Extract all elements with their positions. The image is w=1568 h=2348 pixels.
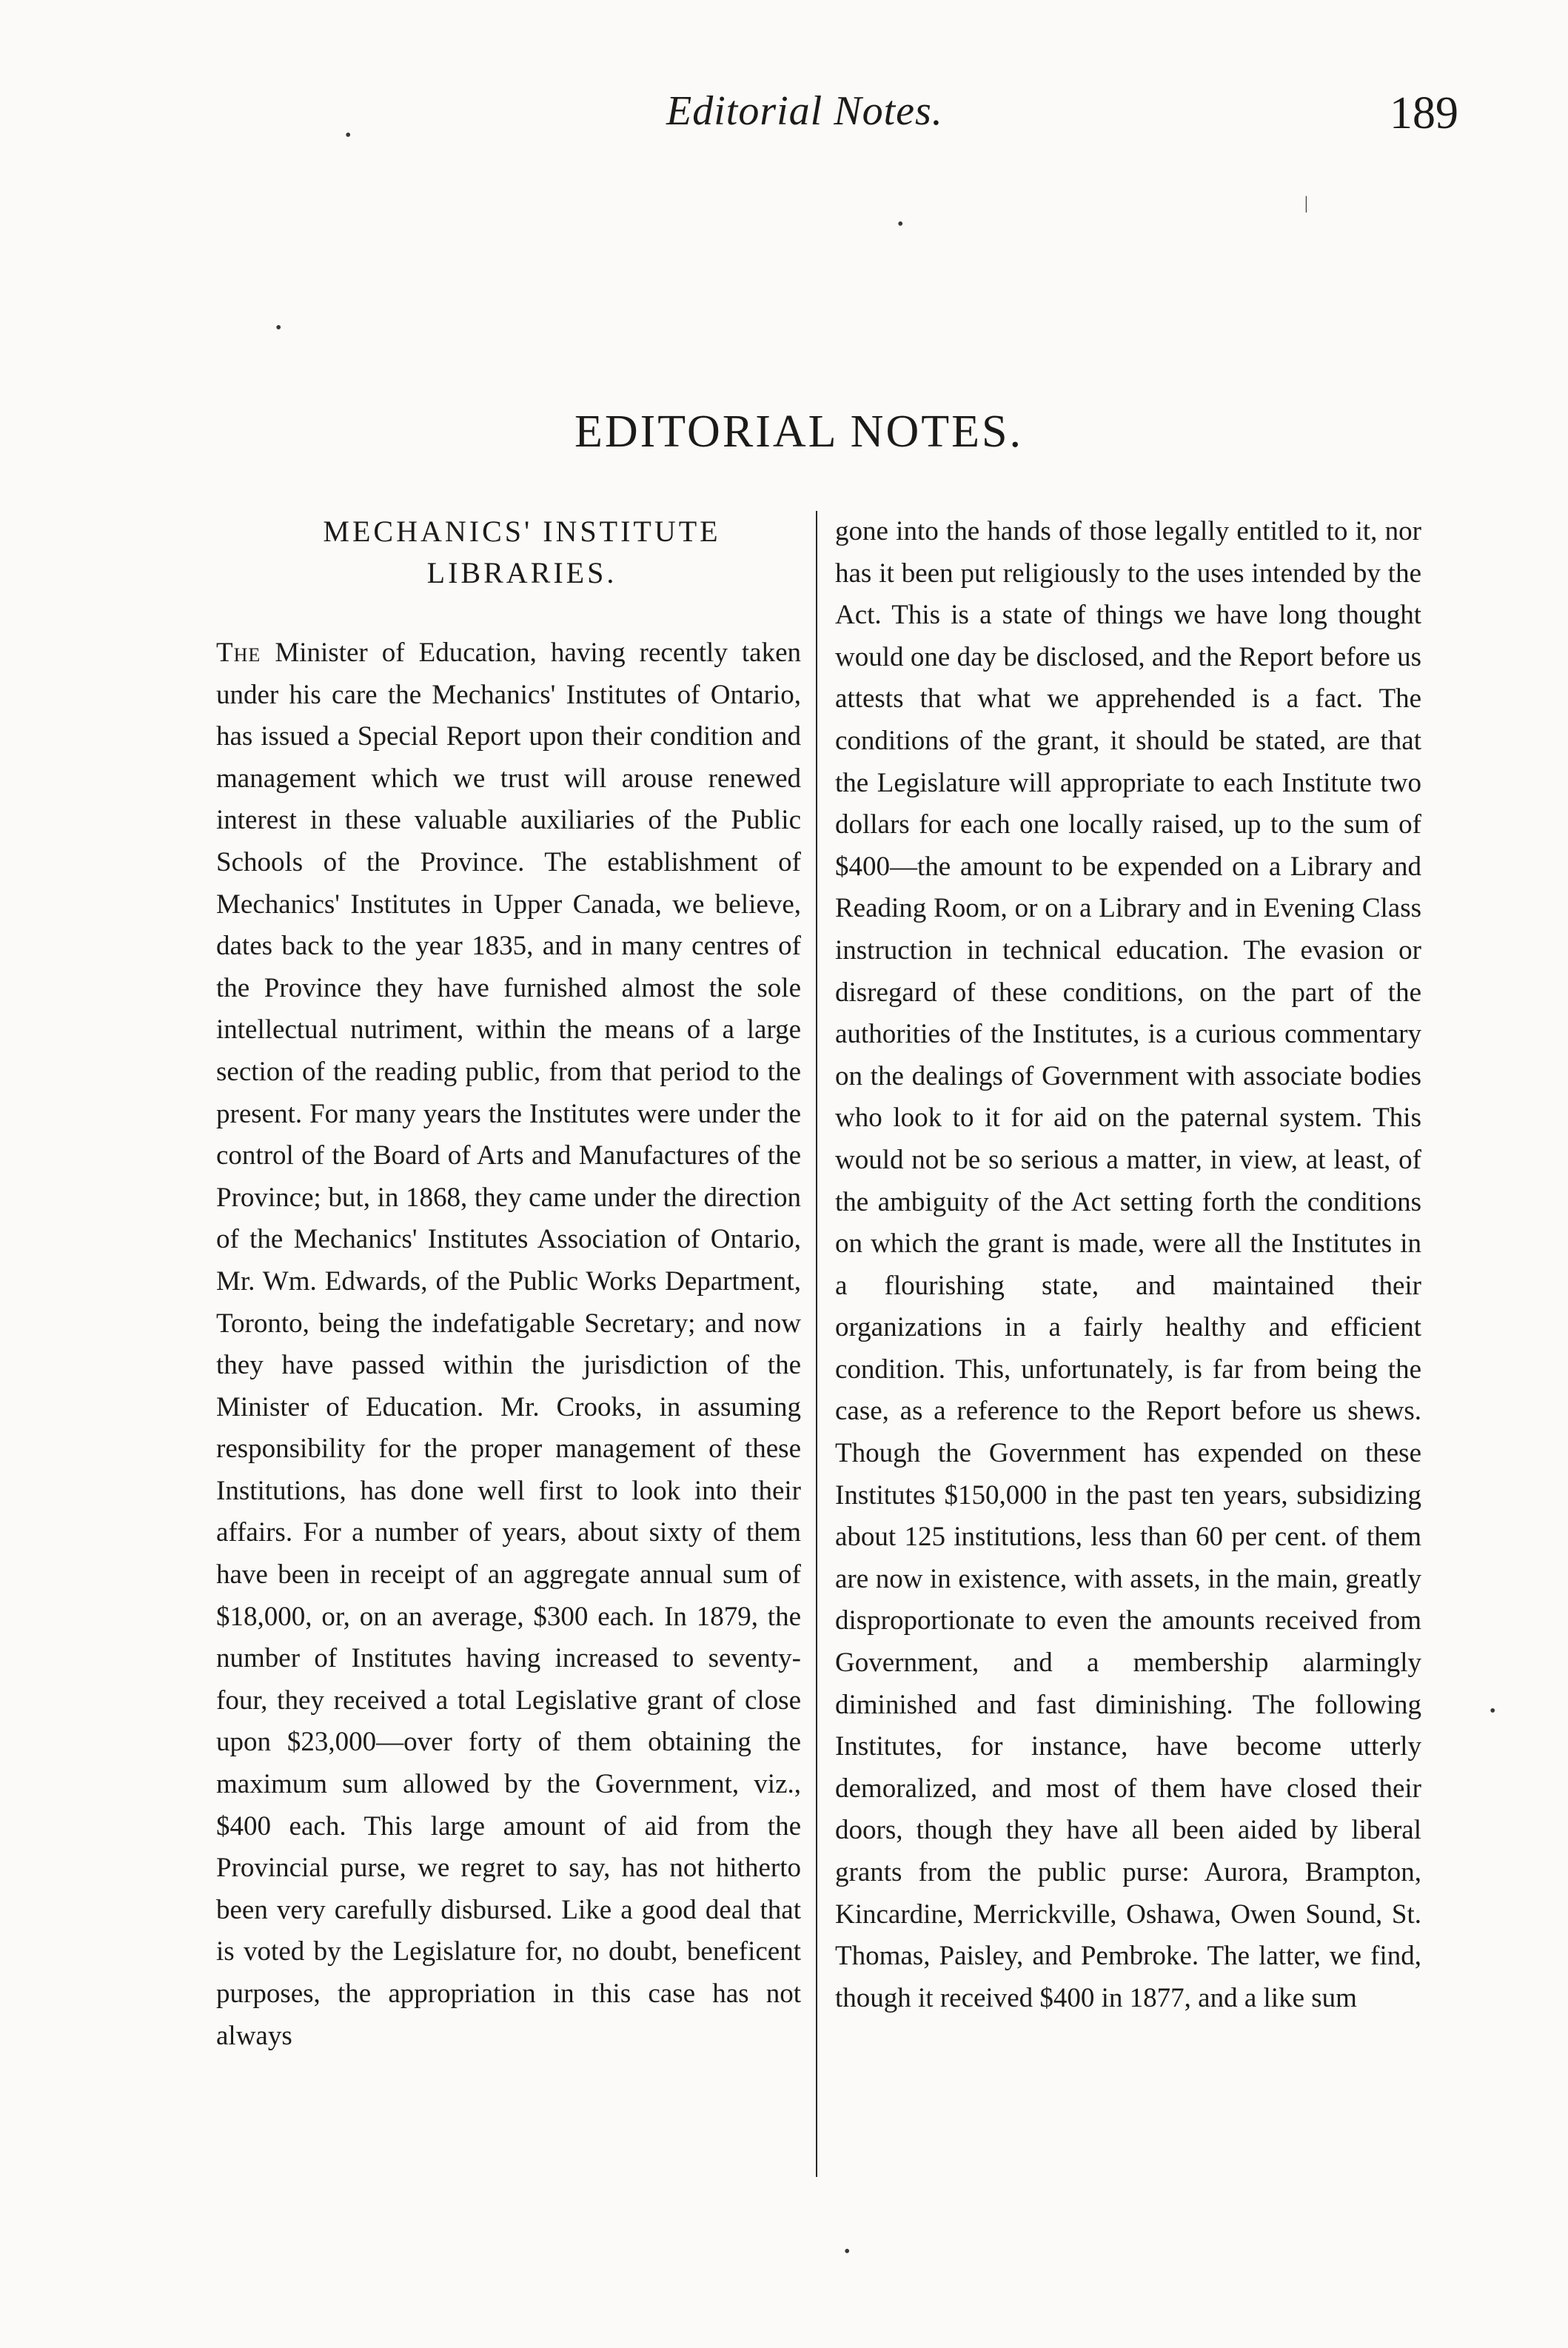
column-divider xyxy=(816,511,817,2177)
page-number: 189 xyxy=(1390,88,1458,138)
print-speck: • xyxy=(844,2242,851,2261)
article-body-right xyxy=(835,511,1421,2019)
body-text-right: gone into the hands of those legally entitled to it, nor has it been put religiously to the uses intended by the Act. This is a state of things we have long thought would one day be disclosed, and the Report before us attests that what we apprehended is a fact. The conditions of the grant, it should be stated, are that the Legislature will appropriate to each Institute two dollars for each one locally raised, up to the sum of $400—the amount to be expended on a Library and Reading Room, or on a Library and in Evening Class instruction in technical education. The evasion or disregard of these conditions, on the part of the authorities of the Institutes, is a curious commentary on the dealings of Government with associate bodies who look to it for aid on the paternal system. This would not be so serious a matter, in view, at least, of the ambiguity of the Act setting forth the conditions on which the grant is made, were all the Institutes in a flourishing state, and maintained their organizations in a fairly healthy and efficient condition. This, unfortunately, is far from being the case, as a reference to the Report before us shews. Though the Government has expended on these Institutes $150,000 in the past ten years, subsidizing about 125 institutions, less than 60 per cent. of them are now in existence, with assets, in the main, greatly disproportionate to even the amounts received from Government, and a membership alarmingly diminished and fast diminishing. The following Institutes, for instance, have become utterly demoralized, and most of them have closed their doors, though they have all been aided by liberal grants from the public purse: Aurora, Brampton, Kincardine, Merrickville, Oshawa, Owen Sound, St. Thomas, Paisley, and Pembroke. The latter, we find, though it received $400 in 1877, and a like sum xyxy=(835,516,1421,2013)
print-speck: • xyxy=(897,215,904,234)
left-column xyxy=(216,511,801,2057)
article-title-line-1: MECHANICS' INSTITUTE xyxy=(323,515,721,548)
print-speck: • xyxy=(275,318,282,338)
section-title: EDITORIAL NOTES. xyxy=(574,407,1023,457)
running-head xyxy=(0,87,1568,154)
right-column xyxy=(835,511,1421,2019)
body-text-left: Minister of Education, having recently taken under his care the Mechanics' Institutes of Ontario, has issued a Special Report upon their condition and management which we trust will arouse renewed interest in these valuable auxiliaries of the Public Schools of the Province. The establishment of Mechanics' Institutes in Upper Canada, we believe, dates back to the year 1835, and in many centres of the Province they have furnished almost the sole intellectual nutriment, within the means of a large section of the reading public, from that period to the present. For many years the Institutes were under the control of the Board of Arts and Manufactures of the Province; but, in 1868, they came under the direction of the Mechanics' Institutes Association of Ontario, Mr. Wm. Edwards, of the Public Works Department, Toronto, being the indefatigable Secretary; and now they have passed within the jurisdiction of the Minister of Education. Mr. Crooks, in assuming responsibility for the proper management of these Institutions, has done well first to look into their affairs. For a number of years, about sixty of them have been in receipt of an aggregate annual sum of $18,000, or, on an average, $300 each. In 1879, the number of Institutes having increased to seventy-four, they received a total Legislative grant of close upon $23,000—over forty of them obtaining the maximum sum allowed by the Government, viz., $400 each. This large amount of aid from the Provincial purse, we regret to say, has not hitherto been very carefully disbursed. Like a good deal that is voted by the Legislature for, no doubt, beneficent purposes, the appropriation in this case has not always xyxy=(216,638,801,2051)
print-speck: | xyxy=(1304,194,1308,213)
lead-word: The xyxy=(216,638,261,668)
article-title-line-2: LIBRARIES. xyxy=(426,556,617,589)
print-speck: • xyxy=(345,126,352,145)
article-body-left xyxy=(216,632,801,2057)
article-title xyxy=(216,511,801,594)
running-title: Editorial Notes. xyxy=(666,88,943,134)
print-speck: • xyxy=(1490,1702,1496,1721)
